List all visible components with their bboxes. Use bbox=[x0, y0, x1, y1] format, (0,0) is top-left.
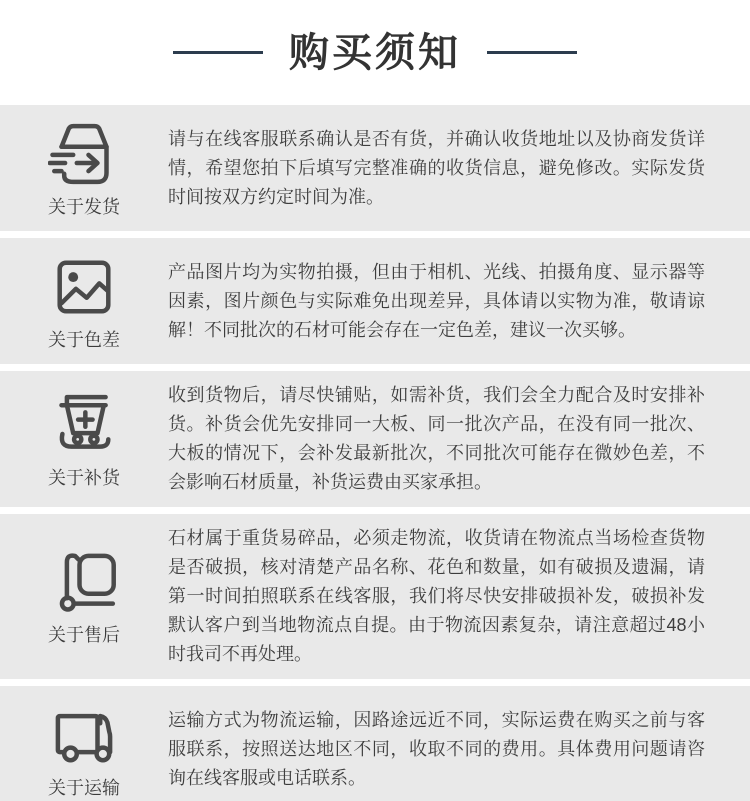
title-left-line bbox=[173, 51, 263, 54]
picture-icon bbox=[48, 251, 120, 323]
notice-section-color-difference bbox=[0, 238, 750, 364]
title-right-line bbox=[487, 51, 577, 54]
section-label-shipping: 关于发货 bbox=[48, 196, 120, 217]
section-label-restock: 关于补货 bbox=[48, 467, 120, 488]
truck-icon bbox=[48, 699, 120, 771]
section-label-color-difference: 关于色差 bbox=[48, 329, 120, 350]
package-send-icon bbox=[48, 118, 120, 190]
notice-section-shipping bbox=[0, 105, 750, 231]
cart-plus-icon bbox=[48, 389, 120, 461]
notice-section-transport bbox=[0, 686, 750, 801]
shipping-icon-block bbox=[0, 118, 168, 219]
section-text-shipping: 请与在线客服联系确认是否有货，并确认收货地址以及协商发货详情，希望您拍下后填写完整准确的收货信息，避免修改。实际发货时间按双方约定时间为准。 bbox=[168, 128, 705, 207]
color-difference-icon-block bbox=[0, 251, 168, 352]
hand-truck-icon bbox=[48, 546, 120, 618]
page-header bbox=[0, 0, 750, 105]
section-text-after-sales: 石材属于重货易碎品，必须走物流，收货请在物流点当场检查货物是否破损，核对清楚产品名称、花色和数量，如有破损及遗漏，请第一时间拍照联系在线客服，我们将尽快安排破损补发，破损补发默认客户到当地物流点自提。由于物流因素复杂，请注意超过48小时我司不再处理。 bbox=[168, 528, 705, 664]
notice-section-restock bbox=[0, 371, 750, 507]
notice-section-after-sales bbox=[0, 514, 750, 679]
section-text-transport: 运输方式为物流运输，因路途远近不同，实际运费在购买之前与客服联系，按照送达地区不同，收取不同的费用。具体费用问题请咨询在线客服或电话联系。 bbox=[168, 709, 705, 788]
restock-icon-block bbox=[0, 389, 168, 490]
section-text-restock: 收到货物后，请尽快铺贴，如需补货，我们会全力配合及时安排补货。补货会优先安排同一大板、同一批次产品，在没有同一批次、大板的情况下，会补发最新批次，不同批次可能存在微妙色差，不会影响石材质量，补货运费由买家承担。 bbox=[168, 385, 705, 492]
transport-icon-block bbox=[0, 699, 168, 800]
after-sales-icon-block bbox=[0, 546, 168, 647]
section-text-color-difference: 产品图片均为实物拍摄，但由于相机、光线、拍摄角度、显示器等因素，图片颜色与实际难免出现差异，具体请以实物为准，敬请谅解！不同批次的石材可能会存在一定色差，建议一次买够。 bbox=[168, 261, 705, 340]
section-label-after-sales: 关于售后 bbox=[48, 625, 120, 645]
page-title: 购买须知 bbox=[289, 30, 461, 75]
section-label-transport: 关于运输 bbox=[48, 777, 120, 798]
